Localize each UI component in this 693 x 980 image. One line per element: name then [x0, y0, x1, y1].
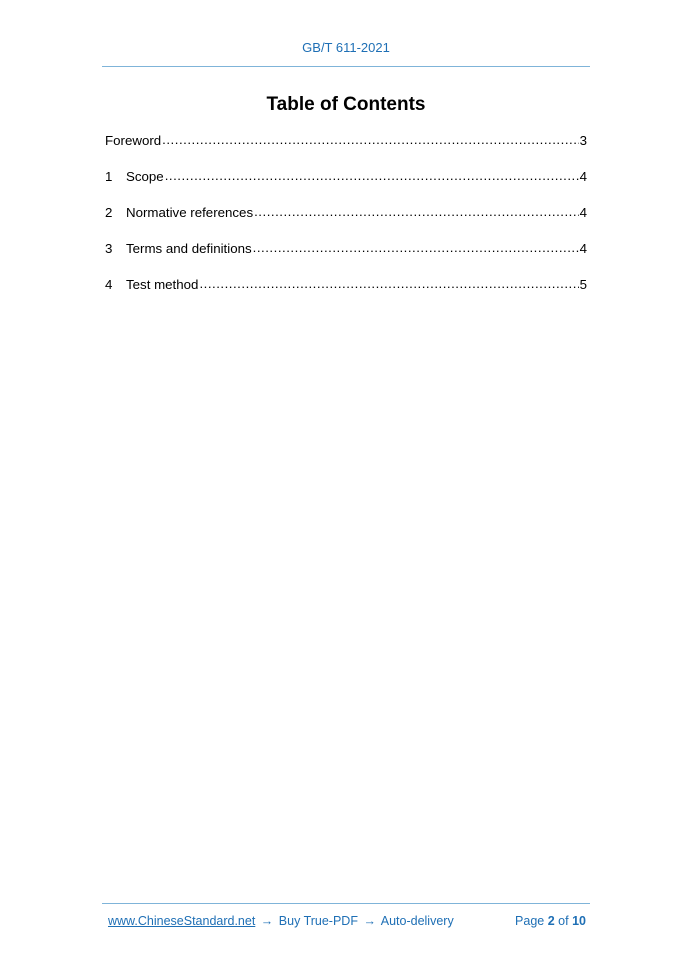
toc-dot-leader: [162, 131, 578, 149]
toc-page-number: 3: [579, 133, 587, 148]
toc-entry-label: Terms and definitions: [126, 241, 252, 256]
page-total: 10: [572, 914, 586, 928]
toc-page-number: 4: [579, 205, 587, 220]
arrow-right-icon: →: [363, 914, 376, 928]
buy-true-pdf-text: Buy True-PDF: [278, 914, 358, 928]
toc-section-number: 2: [105, 205, 113, 220]
toc-entry-label: Test method: [126, 277, 199, 292]
footer: [108, 914, 586, 928]
toc-entry-foreword[interactable]: [105, 132, 587, 168]
toc-dot-leader: [254, 203, 578, 221]
toc-entry-test-method[interactable]: [105, 276, 587, 312]
toc-dot-leader: [253, 239, 579, 257]
toc-section-number: 4: [105, 277, 113, 292]
toc-page-number: 4: [579, 241, 587, 256]
arrow-right-icon: →: [260, 914, 274, 928]
page-indicator: [515, 914, 586, 928]
toc-entry-terms-and-definitions[interactable]: [105, 240, 587, 276]
page-title: Table of Contents: [266, 94, 426, 115]
toc-section-number: 1: [105, 169, 113, 184]
page-of-label: of: [558, 914, 569, 928]
toc-page-number: 5: [579, 277, 587, 292]
toc-dot-leader: [165, 167, 579, 185]
footer-promo: [108, 914, 454, 928]
toc-page-number: 4: [579, 169, 587, 184]
toc-entry-label: Foreword: [105, 133, 162, 148]
toc-section-number: 3: [105, 241, 113, 256]
footer-divider: [102, 903, 590, 904]
table-of-contents: [105, 132, 587, 312]
site-link[interactable]: www.ChineseStandard.net: [108, 914, 256, 928]
toc-entry-normative-references[interactable]: [105, 204, 587, 240]
page-label: Page: [515, 914, 545, 928]
toc-entry-scope[interactable]: [105, 168, 587, 204]
page-current: 2: [547, 914, 555, 928]
toc-entry-label: Scope: [126, 169, 164, 184]
auto-delivery-text: Auto-delivery: [380, 914, 454, 928]
header-doc-id: GB/T 611-2021: [302, 40, 390, 55]
toc-entry-label: Normative references: [126, 205, 254, 220]
toc-dot-leader: [199, 275, 578, 293]
header-divider: [102, 66, 590, 67]
